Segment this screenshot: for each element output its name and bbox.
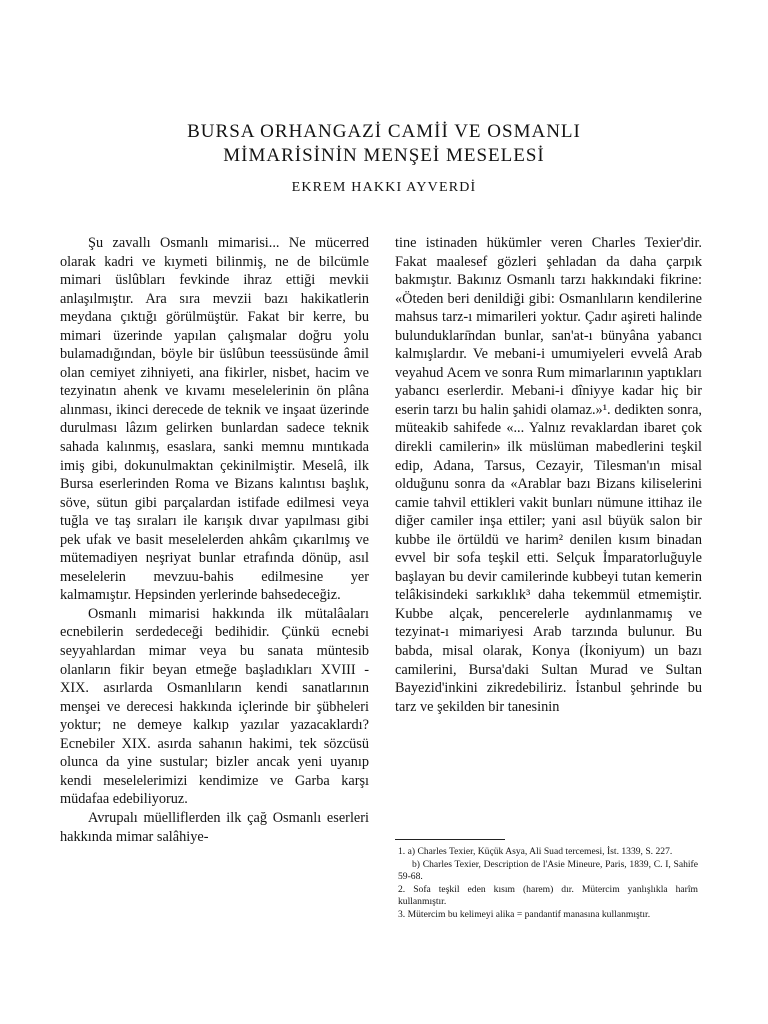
article-author: EKREM HAKKI AYVERDİ — [291, 180, 477, 195]
title-line-2: MİMARİSİNİN MENŞEİ MESELESİ — [223, 145, 545, 166]
footnote: b) Charles Texier, Description de l'Asie Mineure, Paris, 1839, C. I, Sahife 59-68. — [398, 859, 698, 882]
paragraph: Avrupalı müelliflerden ilk çağ Osmanlı eserleri hakkında mimar salâhiye- — [60, 809, 369, 845]
footnote: 2. Sofa teşkil eden kısım (harem) dır. Mütercim yanlışlıkla harîm kullanmıştır. — [398, 884, 698, 907]
right-column — [395, 234, 702, 716]
left-column — [60, 234, 369, 846]
footnote: 3. Mütercim bu kelimeyi alika = pandantif manasına kullanmıştır. — [398, 909, 651, 920]
article-title — [0, 120, 768, 168]
paragraph: Şu zavallı Osmanlı mimarisi... Ne mücerred olarak kadri ve kıymeti bilinmiş, ne de bilcümle mimari üslûbları fevkinde ihraz ettiği mevkii anlaşılmıştır. Ara sıra mevzii bazı hakikatlerin meydana çıktığı görülmüştür. Fakat bir kerre, bu mimari üzerinde yapılan çalışmalar doğru yolu bulamadığından, böyle bir üslûbun teessüsünde âmil olan cemiyet zihniyeti, ana fikirler, nisbet, hacim ve tezyinatın ahenk ve kıvamı meselelerinin ön plâna alınması, ikinci derecede de teknik ve inşaat üzerinde durulması lâzım gelirken bunlardan sadece teknik sahada kalınmış, esaslara, sanki memnu mıntıkada imiş gibi, dokunulmaktan çekinilmiştir. Meselâ, ilk Bursa eserlerinden Roma ve Bizans kalıntısı başlık, söve, sütun gibi parçalardan istifade edilmesi veya tuğla ve taş sıraları ile karışık dıvar yapılması gibi pek ufak ve basit meselelerden ahkâm çıkarılmış ve mütemadiyen neşriyat bunlar etrafında dönüp, asıl meselelerin mevzuu-bahis edilmesine yer kalmamıştır. Hepsinden yerlerinde bahsedeceğiz. — [60, 235, 369, 604]
paragraph: Osmanlı mimarisi hakkında ilk mütalâaları ecnebilerin serdedeceği bedihidir. Çünkü ecnebi seyyahlardan mimar veya bu sanata müntesib olanların fikir beyan etmeğe başladıkları XVIII - XIX. asırlarda Osmanlıların kendi sanatlarının menşei ve derecesi hakkında içlerinde bir şübheleri yoktur; ne demeye kalkıp yazılar yazacaklardı? Ecnebiler XIX. asırda sahanın hakimi, tek sözcüsü olunca da yine sustular; bizler ancak yeni uyanıp kendi meselelerimizi kendimize ve Garba karşı müdafaa edebiliyoruz. — [60, 605, 369, 808]
paragraph: tine istinaden hükümler veren Charles Texier'dir. Fakat maalesef gözleri şehladan da daha çarpık bakmıştır. Bakınız Osmanlı tarzı hakkındaki fikrine: «Öteden beri denildiği gibi: Osmanlıların kendilerine mahsus tarz-ı mimarileri yoktur. Çadır aşireti halinde bulundukları̄ndan bunlar, san'at-ı bünyâna yabancı kalmışlardır. Ve mebani-i umumiyeleri evvelâ Arab veyahud Acem ve sonra Rum mimarlarının yaptıkları yabancı eserlerdir. Mebani-i dîniyye kadar hiç bir eserin tarzı bu halin şahidi olamaz.»¹. dedikten sonra, müteakib sahifede «... Yalnız revaklardan ibaret çok direkli camilerin» ilk müslüman mabedlerini teşkil edip, Adana, Tarsus, Cezayir, Tilesman'ın misal olduğunu sonra da «Arablar bazı Bizans kiliselerini camie tahvil ettikleri vakit bunları nümune ittihaz ile diğer camiler inşa ettiler; yani asıl büyük salon bir kubbe ile örtüldü ve harim² denilen kısım binadan evvel bir sofa teşkil etti. Selçuk İmparatorluğuyle başlayan bu devir camilerinde kubbeyi tutan kemerin telâkisindeki sarkıklık³ daha tekemmül etmemiştir. Kubbe alçak, pencerelerle aydınlanmamış ve tezyinat-ı mimariyesi Arab tarzında bulunur. Bu babda, misal olarak, Konya (İkoniyum) un bazı camilerini, Bursa'daki Sultan Murad ve Sultan Bayezid'inkini zikredebiliriz. İstanbul şehrinde bu tarz ve şekilden bir tanesinin — [395, 235, 702, 715]
title-line-1: BURSA ORHANGAZİ CAMİİ VE OSMANLI — [187, 121, 581, 142]
footnote: 1. a) Charles Texier, Küçük Asya, Ali Suad tercemesi, İst. 1339, S. 227. — [398, 846, 673, 857]
footnote-divider — [395, 839, 505, 840]
footnotes — [398, 846, 698, 922]
